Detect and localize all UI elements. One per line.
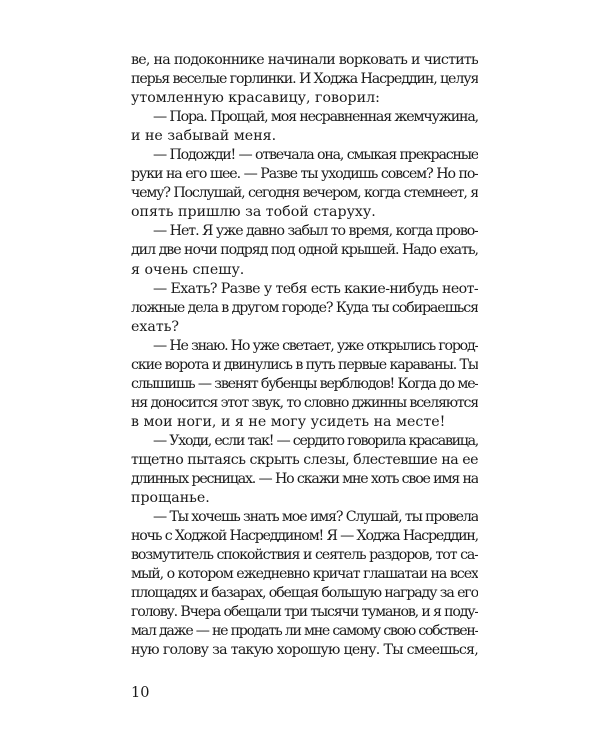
text-line: площадях и базарах, обещая большую награду за его [131,585,478,602]
text-line: мый, о котором ежедневно кричат глашатаи на всех [131,566,478,583]
body-text [131,51,478,661]
text-line: — Уходи, если так! — сердито говорила красавица, [153,432,478,449]
text-line: опять пришлю за тобой старуху. [131,204,376,221]
text-line: утомленную красавицу, говорил: [131,90,380,107]
text-line: я очень спешу. [131,261,245,278]
text-line: перья веселые горлинки. И Ходжа Насреддин, целуя [131,71,478,88]
text-line: ложные дела в другом городе? Куда ты собираешься [131,299,478,316]
text-line: ехать? [131,318,180,335]
text-line: — Не знаю. Но уже светает, уже открылись город- [153,337,478,354]
page-number: 10 [131,685,150,701]
text-line: ские ворота и двинулись в путь первые караваны. Ты [131,356,478,373]
text-line: — Нет. Я уже давно забыл то время, когда прово- [153,223,478,240]
text-line: ночь с Ходжой Насреддином! Я — Ходжа Насреддин, [131,528,478,545]
text-line: в мои ноги, и я не могу усидеть на месте! [131,413,446,430]
text-line: — Подожди! — отвечала она, смыкая прекрасные [153,147,478,164]
text-line: дил две ночи подряд под одной крышей. Надо ехать, [131,242,478,259]
text-line: прощанье. [131,490,210,507]
text-line: ве, на подоконнике начинали ворковать и чистить [131,52,478,68]
text-line: голову. Вчера обещали три тысячи туманов, и я поду- [131,604,478,621]
text-line: тщетно пытаясь скрыть слезы, блестевшие на ее [131,451,478,468]
text-line: и не забывай меня. [131,128,277,145]
text-line: — Ехать? Разве у тебя есть какие-нибудь неот- [153,280,478,297]
text-line: ня доносится этот звук, то словно джинны вселяются [131,394,478,411]
text-line: длинных ресницах. — Но скажи мне хоть свое имя на [131,471,478,488]
text-line: ную голову за такую хорошую цену. Ты смеешься, [131,642,478,659]
text-line: — Ты хочешь знать мое имя? Слушай, ты провела [153,509,478,526]
text-line: возмутитель спокойствия и сеятель раздоров, тот са- [131,547,478,564]
text-line: руки на его шее. — Разве ты уходишь совсем? Но по- [131,166,478,183]
text-line: чему? Послушай, сегодня вечером, когда стемнеет, я [131,185,478,202]
text-line: — Пора. Прощай, моя несравненная жемчужина, [153,109,478,126]
text-line: мал даже — не продать ли мне самому свою собствен- [131,623,478,640]
text-line: слышишь — звенят бубенцы верблюдов! Когда до ме- [131,375,478,392]
